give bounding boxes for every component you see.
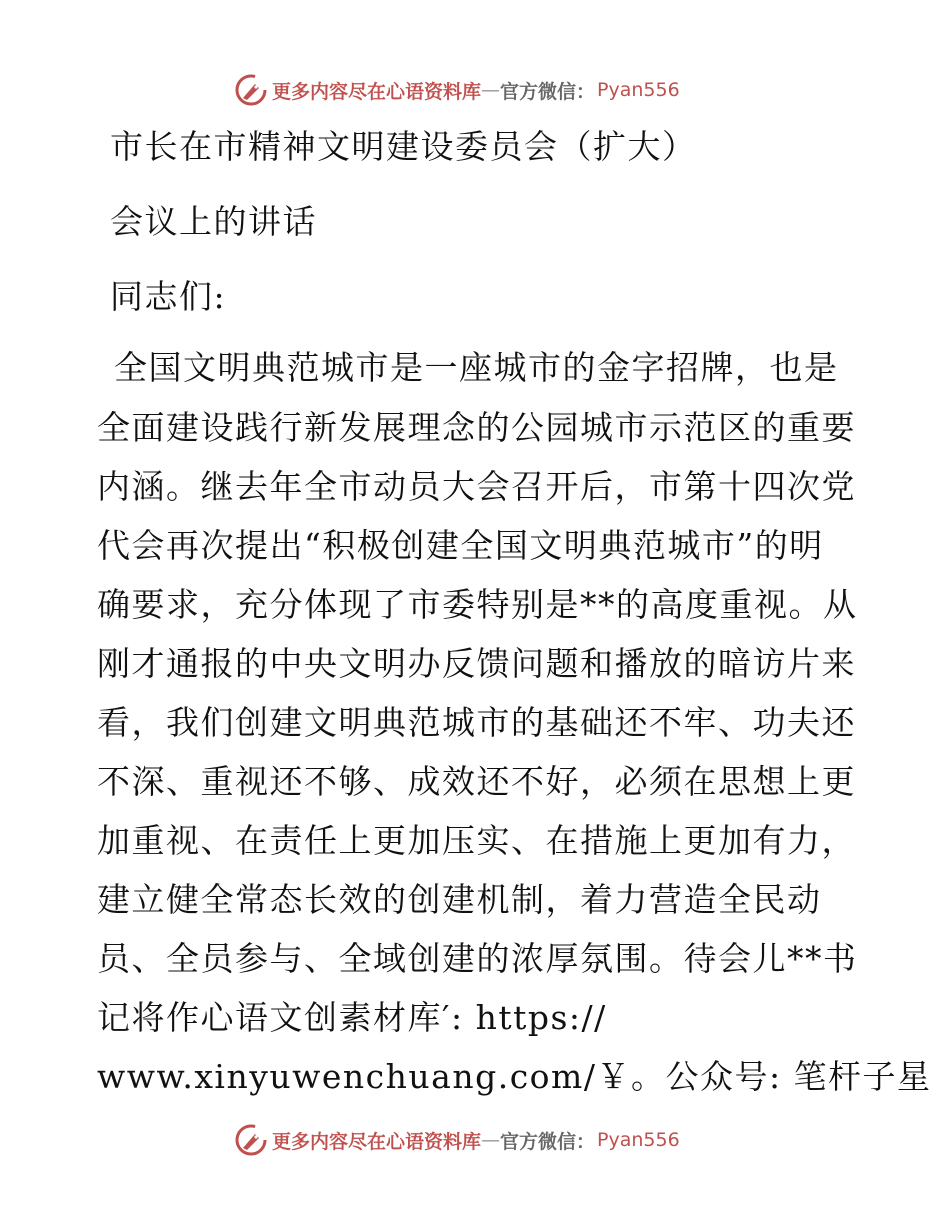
page-title-line-2: 会议上的讲话 xyxy=(110,202,317,241)
body-line: 不深、重视还不够、成效还不好，必须在思想上更 xyxy=(97,762,856,801)
banner-wechat-id: Pyan556 xyxy=(597,1129,680,1151)
banner-wechat-id: Pyan556 xyxy=(597,79,680,101)
body-line: 刚才通报的中央文明办反馈问题和播放的暗访片来 xyxy=(97,644,856,683)
body-line: 加重视、在责任上更加压实、在措施上更加有力， xyxy=(97,821,856,860)
banner-dash: — xyxy=(481,79,501,101)
banner-main-text: 更多内容尽在心语资料库 xyxy=(272,1130,482,1153)
header-banner xyxy=(234,72,680,108)
body-line: 员、全员参与、全域创建的浓厚氛围。待会儿**书 xyxy=(97,939,858,978)
banner-wechat-label: 官方微信： xyxy=(500,80,596,103)
body-line: 代会再次提出“积极创建全国文明典范城市”的明 xyxy=(97,526,824,565)
body-line: 记将作心语文创素材库′: https:// xyxy=(97,998,607,1037)
salutation: 同志们: xyxy=(110,277,227,316)
banner-main-text: 更多内容尽在心语资料库 xyxy=(272,80,482,103)
pen-nib-logo-icon xyxy=(234,73,268,107)
page-title: 市长在市精神文明建设委员会（扩大） xyxy=(110,127,697,166)
body-line: www.xinyuwenchuang.com/￥。公众号: 笔杆子星 xyxy=(97,1057,932,1096)
banner-wechat-label: 官方微信： xyxy=(500,1130,596,1153)
body-line: 内涵。继去年全市动员大会召开后，市第十四次党 xyxy=(97,467,856,506)
body-line: 确要求，充分体现了市委特别是**的高度重视。从 xyxy=(97,585,858,624)
pen-nib-logo-icon xyxy=(234,1123,268,1157)
body-line: 看，我们创建文明典范城市的基础还不牢、功夫还 xyxy=(97,703,856,742)
banner-dash: — xyxy=(481,1129,501,1151)
body-line: 全国文明典范城市是一座城市的金字招牌，也是 xyxy=(114,348,839,387)
body-line: 建立健全常态长效的创建机制，着力营造全民动 xyxy=(97,880,822,919)
body-line: 全面建设践行新发展理念的公园城市示范区的重要 xyxy=(97,408,856,447)
footer-banner xyxy=(234,1122,680,1158)
